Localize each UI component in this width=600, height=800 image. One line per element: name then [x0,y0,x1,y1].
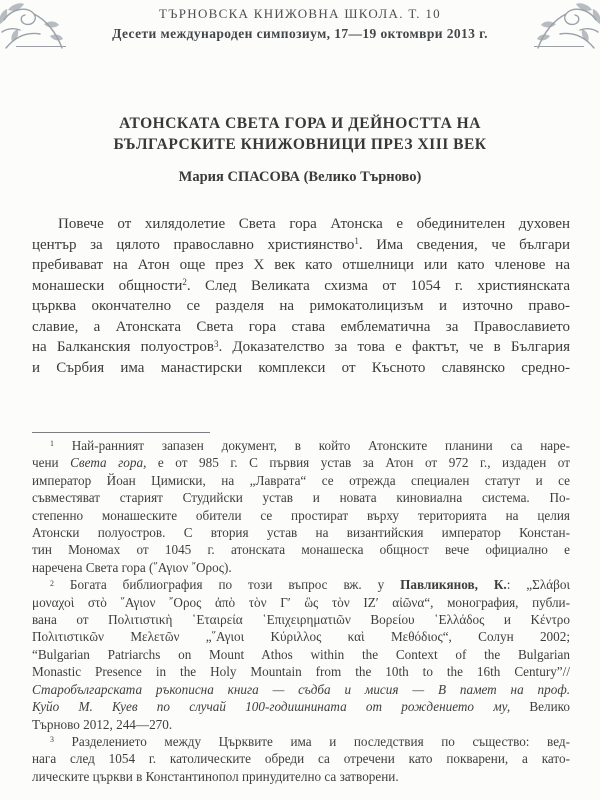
footnote-3-line: нага след 1054 г. католическите обреди са отречени като покварени, а като- [32,751,570,767]
body-paragraph [32,214,570,378]
body-text-line: и Сърбия има манастирски комплекси от Късното славянско средно- [32,359,570,376]
footnotes-section [32,437,570,785]
footnote-separator-rule [32,432,210,433]
body-text-line: на Балканския полуостров$^3$. Доказателство за това е фактът, че в България [32,338,570,355]
footnote-2-line: Monastic Presence in the Holy Mountain from the 10th to the 16th Century”// [32,664,570,680]
footnote-2-line: Търново 2012, 244—270. [32,716,173,732]
running-header-series: ТЪРНОВСКА КНИЖОВНА ШКОЛА. Т. 10 [159,6,441,21]
body-text-line: пребивават на Атон още през X век като отшелници или като членове на [32,257,570,273]
body-text-line: център за цялото православно християнство$^1$. Има сведения, че българи [32,236,571,253]
article-title-line1: АТОНСКАТА СВЕТА ГОРА И ДЕЙНОСТТА НА [119,115,481,132]
footnote-2-line: Куйо М. Куев по случай 100-годишнината от рождението му, Велико [32,699,570,715]
article-title [36,114,564,155]
footnote-1-line: Атонски полуостров. С втория устав на византийския император Констан- [32,525,570,541]
footnote-1-line: тин Мономах от 1045 г. атонската монашеска общност вече официално е [32,542,570,558]
footnote-marker: 3 [50,735,54,745]
footnote-marker: 3 [213,338,219,349]
body-text-line: Повече от хилядолетие Света гора Атонска е обединителен духовен [58,216,570,232]
footnote-2-line: Πολιτιστικῶν Μελετῶν „῞Αγιοι Κύριλλος καὶ Μεθόδιος“, Солун 2002; [32,629,570,645]
footnote-2-line: μοναχοὶ στὸ ῞Αγιον ῎Ορος ἀπὸ τὸν Γ′ ὣς τὸν ΙΖ′ αἰῶνα“, монография, публи- [32,594,570,610]
author-line: Мария СПАСОВА (Велико Търново) [178,169,422,185]
footnote-3-line: $^3$ Разделението между Църквите има и последствия по същество: вед- [50,733,570,749]
body-text-line: славие, а Атонската Света гора става емблематична за Православието [32,318,570,335]
footnote-1-line: степенно монашеските обители се простират върху територията на целия [32,507,570,523]
footnote-1-line: наречена Света гора (῞Αγιον ῎Ορος). [32,559,232,575]
footnote-marker: 2 [50,578,54,588]
footnote-1-line: $^1$ Най-ранният запазен документ, в който Атонските планини са наре- [50,438,570,453]
footnote-2-line: “Bulgarian Patriarchs on Mount Athos within the Context of the Bulgarian [32,646,570,662]
footnote-marker: 1 [354,236,359,247]
footnote-1-line: съвместяват старият Студийски устав и новата киновиална система. По- [32,490,570,506]
footnote-3-line: лическите църкви в Константинопол принудително са затворени. [32,768,399,784]
body-text-line: монашески общности$^2$. След Великата схизма от 1054 г. християнската [32,277,570,294]
footnote-2-line: Старобългарската ръкописна книга — съдба и мисия — В памет на проф. [32,681,570,697]
running-header-symposium: Десети международен симпозиум, 17—19 октомври 2013 г. [112,26,488,41]
header-rule-right [534,46,584,47]
footnote-marker: 1 [50,439,54,449]
footnote-2-line: вана от Πολιτιστικὴ ῾Εταιρεία ῾Επιχειρηματιῶν Βορείου ῾Ελλάδος и Κέντρο [32,612,570,628]
header-rule-left [16,46,66,47]
footnote-2-line: $^2$ Богата библиография по този въпрос вж. у Павликянов, К.: „Σλάβοι [50,577,570,593]
footnote-1-line: император Йоан Цимиски, на „Лаврата“ се отрежда специален статут и се [32,472,570,488]
body-text-line: църква окончателно се разделя на римокатолицизъм и източно право- [32,298,570,314]
footnote-marker: 2 [182,277,187,288]
article-title-line2: БЪЛГАРСКИТЕ КНИЖОВНИЦИ ПРЕЗ XIII ВЕК [113,135,487,153]
footnote-1-line: чени Света гора, е от 985 г. С първия устав за Атон от 972 г., издаден от [32,455,570,471]
